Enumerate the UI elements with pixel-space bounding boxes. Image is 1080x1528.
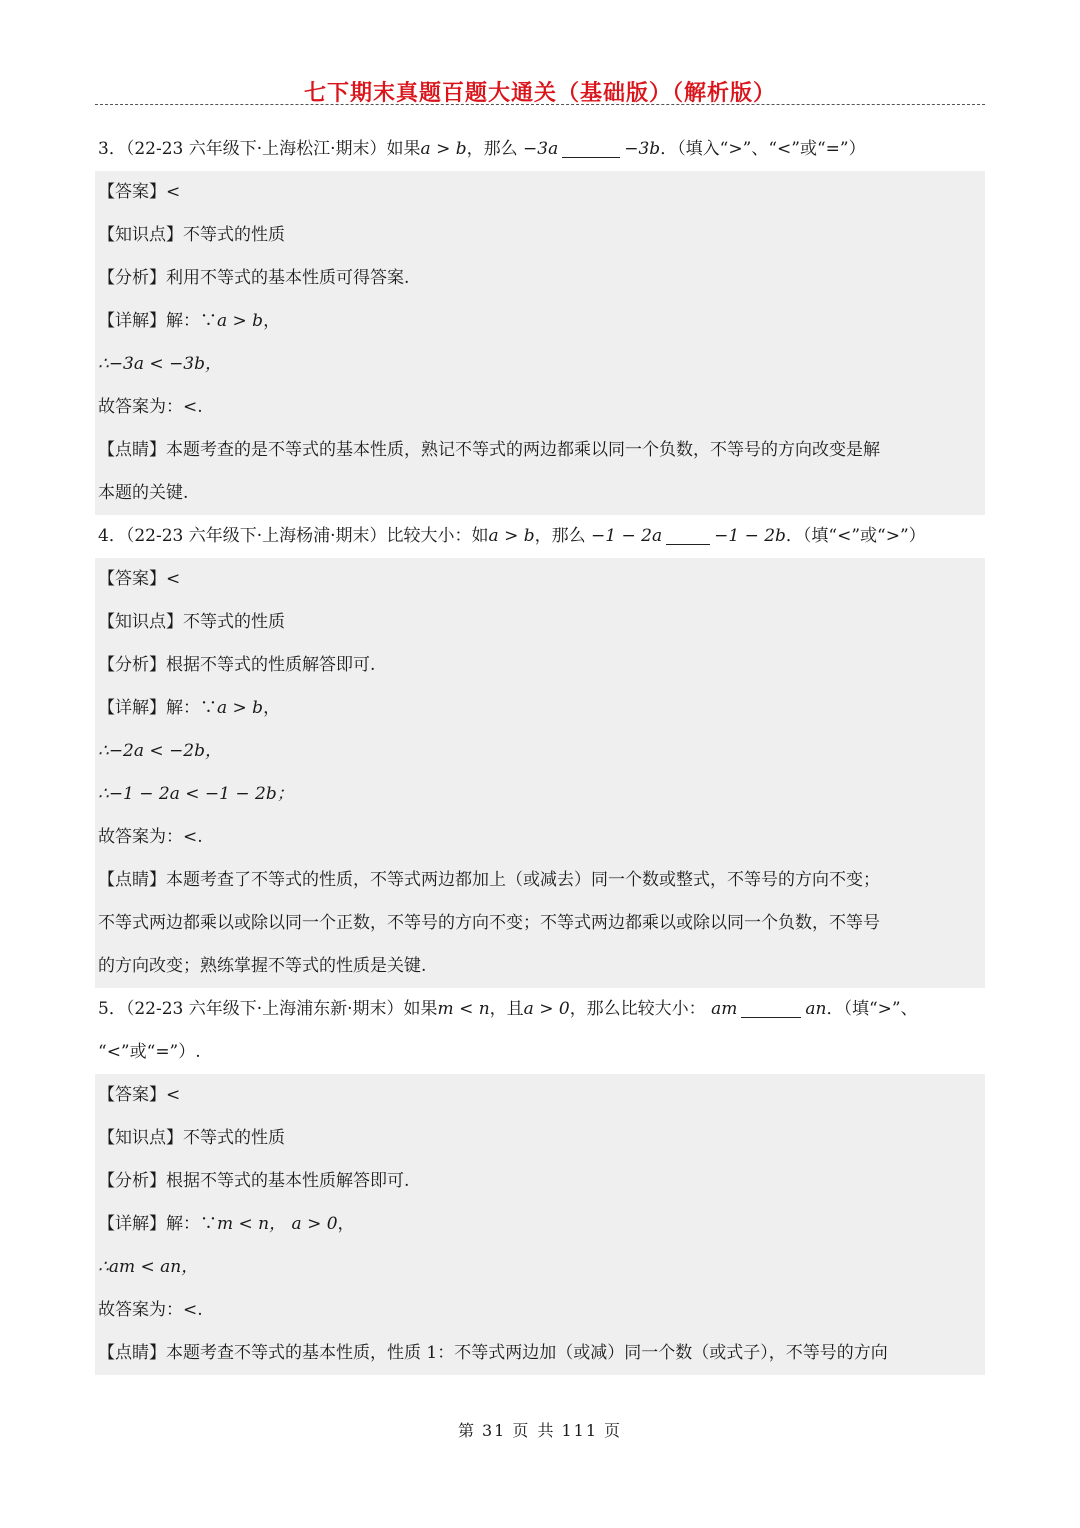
detail-line: 【详解】解：∵m < n， a > 0， bbox=[98, 1214, 355, 1234]
step-line: ∴−3a < −3b， bbox=[98, 354, 223, 374]
detail-line: 【详解】解：∵a > b， bbox=[98, 311, 281, 331]
step-line: ∴am < an， bbox=[98, 1257, 199, 1277]
conclusion-line: 故答案为：<. bbox=[98, 397, 203, 417]
comment-line: 本题的关键. bbox=[98, 483, 189, 503]
answer-line: 【答案】< bbox=[98, 182, 181, 202]
comment-line: 不等式两边都乘以或除以同一个正数，不等号的方向不变；不等式两边都乘以或除以同一个负数，不等号 bbox=[98, 913, 880, 933]
comment-line: 的方向改变；熟练掌握不等式的性质是关键. bbox=[98, 956, 427, 976]
page-footer: 第 31 页 共 111 页 bbox=[457, 1421, 623, 1440]
analysis-line: 【分析】利用不等式的基本性质可得答案. bbox=[98, 268, 410, 288]
page-total: 111 bbox=[561, 1421, 598, 1440]
knowledge-line: 【知识点】不等式的性质 bbox=[98, 225, 285, 245]
document-body bbox=[95, 128, 985, 1375]
conclusion-line: 故答案为：<. bbox=[98, 1300, 203, 1320]
knowledge-line: 【知识点】不等式的性质 bbox=[98, 612, 285, 632]
page-number: 31 bbox=[482, 1421, 507, 1440]
step-line: ∴−2a < −2b， bbox=[98, 741, 223, 761]
answer-blank bbox=[741, 1001, 801, 1018]
answer-line: 【答案】< bbox=[98, 1085, 181, 1105]
comment-line: 【点睛】本题考查了不等式的性质，不等式两边都加上（或减去）同一个数或整式，不等号的方向不变； bbox=[98, 870, 880, 890]
question-5-stem: 5．（22-23 六年级下·上海浦东新·期末）如果m < n，且a > 0，那么比较大小： am an．（填“>”、 bbox=[98, 999, 918, 1019]
question-4-stem: 4．（22-23 六年级下·上海杨浦·期末）比较大小：如a > b，那么 −1 − 2a −1 − 2b．（填“<”或“>”） bbox=[98, 526, 926, 546]
question-5-solution bbox=[95, 1074, 985, 1375]
analysis-line: 【分析】根据不等式的性质解答即可. bbox=[98, 655, 376, 675]
detail-line: 【详解】解：∵a > b， bbox=[98, 698, 281, 718]
comment-line: 【点睛】本题考查不等式的基本性质，性质 1：不等式两边加（或减）同一个数（或式子），不等号的方向 bbox=[98, 1343, 888, 1363]
analysis-line: 【分析】根据不等式的基本性质解答即可. bbox=[98, 1171, 410, 1191]
question-3-stem: 3．（22-23 六年级下·上海松江·期末）如果a > b，那么 −3a −3b．（填入“>”、“<”或“=”） bbox=[98, 139, 866, 159]
question-3-solution bbox=[95, 171, 985, 515]
answer-line: 【答案】< bbox=[98, 569, 181, 589]
document-title: 七下期末真题百题大通关（基础版）（解析版） bbox=[303, 80, 776, 106]
conclusion-line: 故答案为：<. bbox=[98, 827, 203, 847]
question-5-stem-cont: “<”或“=”）. bbox=[98, 1042, 201, 1062]
answer-blank bbox=[562, 141, 620, 158]
answer-blank bbox=[666, 528, 710, 545]
comment-line: 【点睛】本题考查的是不等式的基本性质，熟记不等式的两边都乘以同一个负数，不等号的方向改变是解 bbox=[98, 440, 880, 460]
header-divider bbox=[95, 104, 985, 105]
step-line: ∴−1 − 2a < −1 − 2b； bbox=[98, 784, 294, 804]
question-4-solution bbox=[95, 558, 985, 988]
knowledge-line: 【知识点】不等式的性质 bbox=[98, 1128, 285, 1148]
